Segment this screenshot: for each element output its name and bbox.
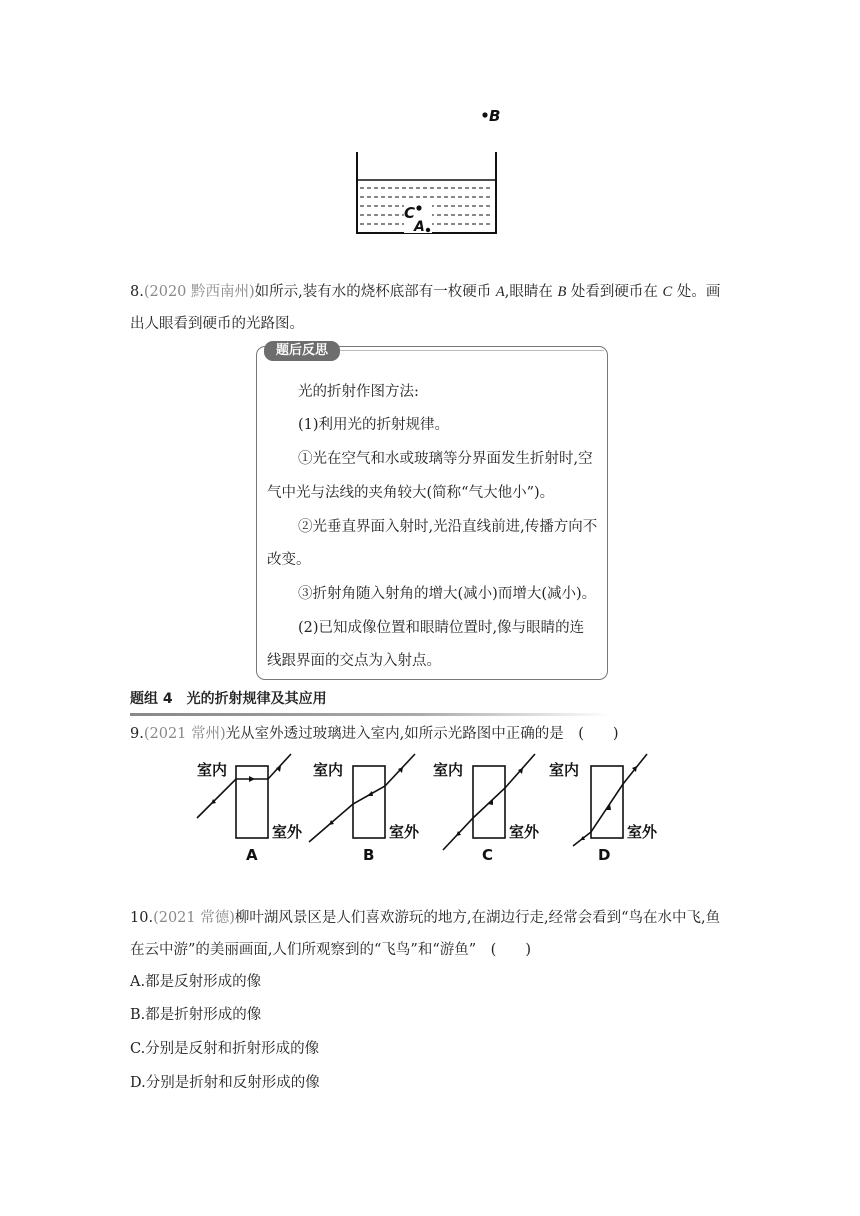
reflection-line: (1)利用光的折射规律。 (298, 417, 450, 433)
q10-choice-a[interactable]: A.都是反射形成的像 (130, 974, 262, 990)
outdoor-label: 室外 (509, 823, 540, 841)
reflection-line: (2)已知成像位置和眼睛位置时,像与眼睛的连 (298, 620, 585, 636)
q8-line1: 8.(2020 黔西南州)如所示,装有水的烧杯底部有一枚硬币 A,眼睛在 B 处看到硬币在 C 处。画 (130, 284, 721, 300)
q10-source: (2021 常德) (153, 910, 235, 926)
indoor-label: 室内 (549, 761, 580, 779)
q8-number: 8. (130, 284, 144, 300)
q9-number: 9. (130, 726, 144, 742)
label-c: C (404, 204, 416, 222)
option-label: D (598, 846, 611, 864)
reflection-line: 改变。 (267, 552, 311, 568)
reflection-line: 线跟界面的交点为入射点。 (267, 653, 441, 669)
q9-option-c-figure (425, 752, 555, 867)
q10-choice-c[interactable]: C.分别是反射和折射形成的像 (130, 1041, 320, 1057)
coin-point-a (426, 228, 430, 232)
reflection-line: ③折射角随入射角的增大(减小)而增大(减小)。 (298, 586, 597, 602)
q10-choice-b[interactable]: B.都是折射形成的像 (130, 1007, 262, 1023)
ray-arrow (605, 804, 611, 810)
ray-arrow (249, 776, 255, 782)
q10-choice-d[interactable]: D.分别是折射和反射形成的像 (130, 1075, 320, 1091)
ray-arrow (367, 791, 373, 796)
q9-option-a-figure (195, 752, 315, 867)
reflection-header-rule (340, 350, 604, 351)
eye-point-b (482, 112, 487, 117)
reflection-tag: 题后反思 (264, 341, 340, 361)
q9-source: (2021 常州) (143, 726, 226, 742)
q9-stem: 9.(2021 常州)光从室外透过玻璃进入室内,如所示光路图中正确的是 ( ) (130, 726, 619, 742)
q10-number: 10. (130, 910, 154, 926)
q8-line2: 出人眼看到硬币的光路图。 (130, 316, 304, 332)
outdoor-label: 室外 (389, 823, 420, 841)
label-b: B (489, 107, 501, 125)
indoor-label: 室内 (197, 761, 228, 779)
outdoor-label: 室外 (627, 823, 658, 841)
q9-option-b-figure (305, 752, 435, 867)
glass-block (236, 766, 268, 838)
reflection-line: 气中光与法线的夹角较大(简称“气大他小”)。 (267, 485, 555, 501)
indoor-label: 室内 (313, 761, 344, 779)
option-label: C (482, 846, 494, 864)
q8-source: (2020 黔西南州) (143, 284, 255, 300)
q10-line2: 在云中游”的美丽画面,人们所观察到的“飞鸟”和“游鱼” ( ) (130, 942, 531, 958)
label-a: A (414, 219, 425, 235)
reflection-line: ①光在空气和水或玻璃等分界面发生折射时,空 (298, 451, 593, 467)
section-rule (130, 713, 612, 716)
reflection-line: ②光垂直界面入射时,光沿直线前进,传播方向不 (298, 519, 598, 535)
section-title: 题组 4 光的折射规律及其应用 (130, 691, 327, 707)
image-point-c (416, 205, 421, 210)
option-label: B (363, 846, 375, 864)
beaker-figure (340, 100, 520, 240)
outdoor-label: 室外 (272, 823, 303, 841)
indoor-label: 室内 (433, 761, 464, 779)
glass-block (591, 766, 623, 838)
q9-option-d-figure (545, 752, 675, 867)
reflection-line: 光的折射作图方法: (298, 384, 419, 400)
q10-line1: 10.(2021 常德)柳叶湖风景区是人们喜欢游玩的地方,在湖边行走,经常会看到“鸟在水中飞,鱼 (130, 910, 721, 926)
option-label: A (246, 846, 258, 864)
